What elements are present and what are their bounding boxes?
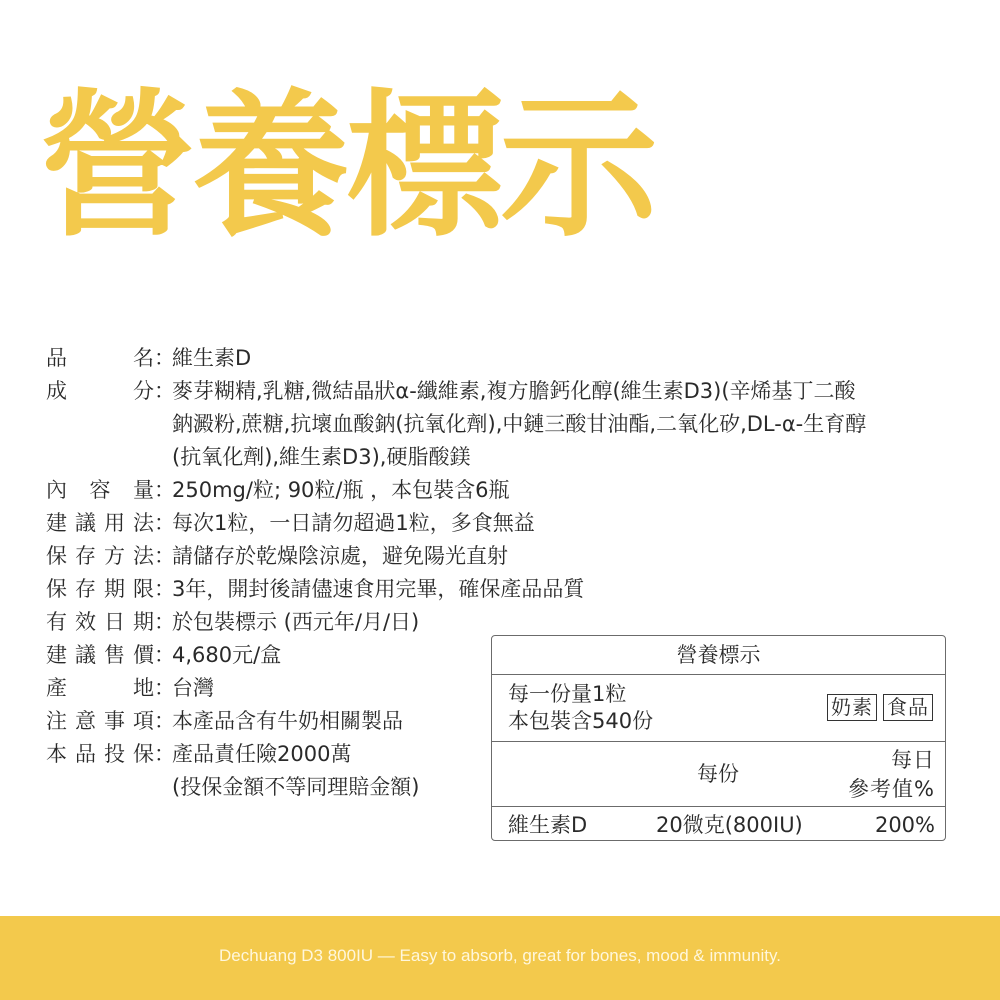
info-colon: ：: [154, 346, 175, 370]
info-label: [46, 474, 154, 507]
info-colon: ：: [154, 478, 175, 502]
info-label-char: 內: [46, 478, 67, 502]
info-label-char: 議: [75, 643, 96, 667]
info-label: [46, 606, 154, 639]
info-label: [46, 705, 154, 738]
info-label-char: 產: [46, 676, 67, 700]
info-label-char: 法: [133, 544, 154, 568]
info-label-char: 容: [89, 478, 111, 502]
info-label-char: 事: [104, 709, 125, 733]
info-colon: ：: [154, 577, 175, 601]
info-label-char: 本: [46, 742, 67, 766]
nutrition-title: 營養標示: [492, 636, 945, 675]
info-label-char: 保: [46, 544, 67, 568]
info-colon: ：: [154, 610, 175, 634]
info-label-char: 限: [133, 577, 154, 601]
info-colon: ：: [154, 379, 175, 403]
info-label-char: 建: [46, 511, 67, 535]
daily-label: 每日: [891, 748, 935, 772]
info-value: 每次1粒，一日請勿超過1粒，多食無益: [172, 511, 535, 535]
info-label-char: 量: [133, 478, 154, 502]
info-label: [46, 573, 154, 606]
info-label: [46, 672, 154, 705]
info-label-char: 方: [104, 544, 125, 568]
info-row: [46, 540, 966, 573]
info-colon: ：: [154, 544, 175, 568]
info-colon: ：: [154, 676, 175, 700]
info-colon: ：: [154, 511, 175, 535]
info-value: 維生素D: [172, 346, 252, 370]
info-label-char: 期: [133, 610, 154, 634]
lacto-vegetarian-badge: 奶素: [827, 694, 877, 721]
info-label-char: 日: [104, 610, 125, 634]
info-value: 麥芽糊精,乳糖,微結晶狀α-纖維素,複方膽鈣化醇(維生素D3)(辛烯基丁二酸 鈉澱粉,蔗糖,抗壞血酸鈉(抗氧化劑),中鏈三酸甘油酯,二氧化矽,DL-α-生育醇 (抗氧化劑),維生素D3),硬脂酸鎂: [172, 379, 867, 469]
nutrient-amount: 20微克(800IU): [656, 813, 803, 837]
nutrition-header: [492, 742, 945, 807]
serving-section: [492, 675, 945, 742]
info-row: [46, 474, 966, 507]
daily-value-label: 參考值%: [848, 777, 935, 801]
info-label-char: 議: [75, 511, 96, 535]
info-row: [46, 375, 966, 474]
info-label-char: 品: [46, 346, 67, 370]
info-value: 4,680元/盒: [172, 643, 282, 667]
info-value: 於包裝標示 (西元年/月/日): [172, 610, 420, 634]
per-serving-label: 每份: [697, 762, 739, 786]
info-label-char: 價: [133, 643, 154, 667]
info-colon: ：: [154, 709, 175, 733]
nutrient-daily-percent: 200%: [874, 813, 935, 837]
info-colon: ：: [154, 643, 175, 667]
info-label-char: 存: [75, 577, 96, 601]
info-label-char: 名: [133, 346, 154, 370]
info-label: [46, 342, 154, 375]
info-label-char: 售: [104, 643, 125, 667]
info-row: [46, 507, 966, 540]
info-label-char: 存: [75, 544, 96, 568]
info-label-char: 意: [75, 709, 96, 733]
info-label-char: 效: [75, 610, 96, 634]
info-label-char: 地: [133, 676, 154, 700]
info-label: [46, 375, 154, 474]
info-label: [46, 507, 154, 540]
nutrient-row: [492, 807, 945, 843]
info-value: 請儲存於乾燥陰涼處，避免陽光直射: [172, 544, 508, 568]
info-colon: ：: [154, 742, 175, 766]
info-label-char: 用: [104, 511, 125, 535]
info-row: [46, 573, 966, 606]
food-badge: 食品: [883, 694, 933, 721]
info-label-char: 注: [46, 709, 67, 733]
info-label-char: 有: [46, 610, 67, 634]
info-label-char: 保: [133, 742, 154, 766]
info-label-char: 保: [46, 577, 67, 601]
footer-tagline: Dechuang D3 800IU — Easy to absorb, great for bones, mood & immunity.: [219, 946, 781, 965]
info-label-char: 期: [104, 577, 125, 601]
info-label: [46, 639, 154, 672]
nutrient-name: 維生素D: [508, 813, 588, 837]
info-label-char: 法: [133, 511, 154, 535]
info-value: 250mg/粒; 90粒/瓶 ，本包裝含6瓶: [172, 478, 510, 502]
info-label-char: 建: [46, 643, 67, 667]
info-value: 台灣: [172, 676, 214, 700]
info-label-char: 品: [75, 742, 96, 766]
serving-size: 每一份量1粒: [508, 682, 627, 706]
info-row: [46, 342, 966, 375]
page-title: 營養標示: [38, 75, 654, 259]
info-label-char: 分: [133, 379, 154, 403]
info-value: 本產品含有牛奶相關製品: [172, 709, 403, 733]
info-label-char: 投: [104, 742, 125, 766]
info-label: [46, 738, 154, 804]
info-value: 產品責任險2000萬 (投保金額不等同理賠金額): [172, 742, 420, 799]
info-value: 3年，開封後請儘速食用完畢，確保產品品質: [172, 577, 585, 601]
info-label: [46, 540, 154, 573]
nutrition-facts-table: [491, 635, 946, 841]
footer-band: [0, 916, 1000, 1000]
servings-per-package: 本包裝含540份: [508, 709, 654, 733]
info-label-char: 項: [133, 709, 154, 733]
info-label-char: 成: [46, 379, 67, 403]
